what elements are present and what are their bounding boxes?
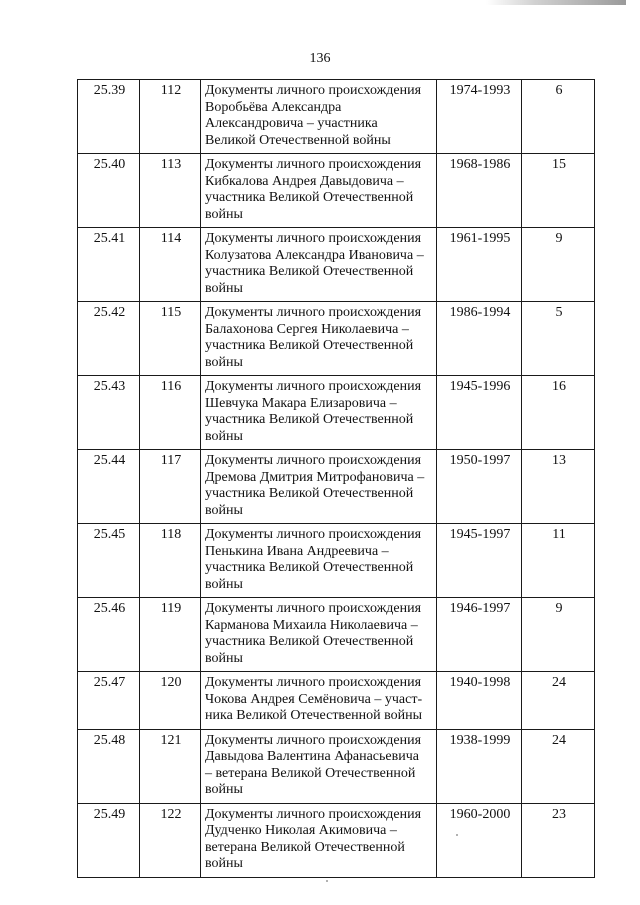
fund-title-line: Воробьёва Александра [205,99,342,115]
fund-number-cell: 112 [140,80,201,154]
fund-title-cell [201,80,437,154]
table-row [78,524,595,598]
storage-unit-count-cell: 9 [522,598,595,672]
table-row [78,672,595,730]
fund-title-line: войны [205,280,243,296]
fund-number-cell: 114 [140,228,201,302]
item-number-cell: 25.48 [78,729,140,803]
fund-number-cell: 119 [140,598,201,672]
fund-title-line: войны [205,428,243,444]
fund-title-line: участника Великой Отечественной [205,560,414,575]
fund-title-line: Шевчука Макара Елизаровича – [205,395,397,411]
fund-title-line: войны [205,354,243,370]
item-number-cell: 25.39 [78,80,140,154]
page-number: 136 [309,51,331,66]
fund-title-line: Документы личного происхождения [205,601,422,616]
storage-unit-count-cell: 24 [522,672,595,730]
fund-title-line: Чокова Андрея Семёновича – участ- [205,691,423,707]
fund-title-line: Колузатова Александра Ивановича – [205,247,424,263]
fund-title-cell [201,729,437,803]
fund-number-cell: 118 [140,524,201,598]
table-row [78,729,595,803]
date-range-cell: 1946-1997 [437,598,522,672]
table-row [78,450,595,524]
fund-title-line: Великой Отечественной войны [205,132,391,148]
fund-number-cell: 121 [140,729,201,803]
fund-title-line: Документы личного происхождения [205,231,422,246]
table-row [78,376,595,450]
date-range-cell: 1938-1999 [437,729,522,803]
fund-title-cell [201,376,437,450]
table-row [78,598,595,672]
date-range-cell: 1968-1986 [437,154,522,228]
date-range-cell: 1974-1993 [437,80,522,154]
fund-title-cell [201,154,437,228]
table-row [78,302,595,376]
fund-number-cell: 117 [140,450,201,524]
table-body [78,80,595,878]
fund-number-cell: 116 [140,376,201,450]
fund-title-line: войны [205,206,243,222]
fund-title-line: участника Великой Отечественной [205,264,414,279]
scan-edge-mark [486,0,626,5]
fund-title-line: Документы личного происхождения [205,453,422,468]
archive-fund-table [77,79,595,878]
fund-title-cell [201,672,437,730]
fund-title-cell [201,524,437,598]
item-number-cell: 25.42 [78,302,140,376]
fund-title-line: Документы личного происхождения [205,157,422,172]
storage-unit-count-cell: 23 [522,803,595,877]
fund-title-line: ника Великой Отечественной войны [205,708,423,723]
fund-title-line: войны [205,856,243,871]
date-range-cell: 1961-1995 [437,228,522,302]
fund-title-line: Документы личного происхождения [205,379,422,394]
fund-title-line: Документы личного происхождения [205,527,422,542]
fund-number-cell: 115 [140,302,201,376]
date-range-cell: 1950-1997 [437,450,522,524]
fund-title-line: Документы личного происхождения [205,732,422,748]
date-range-cell: 1945-1997 [437,524,522,598]
fund-number-cell: 113 [140,154,201,228]
scan-speck [326,880,328,882]
item-number-cell: 25.41 [78,228,140,302]
fund-title-line: участника Великой Отечественной [205,412,414,427]
item-number-cell: 25.47 [78,672,140,730]
fund-title-line: – ветерана Великой Отечественной [205,765,416,781]
date-range-cell: 1986-1994 [437,302,522,376]
fund-title-line: ветерана Великой Отечественной [205,839,405,855]
fund-title-line: войны [205,502,243,518]
table-row [78,154,595,228]
fund-title-line: Дудченко Николая Акимовича – [205,823,397,838]
fund-title-line: участника Великой Отечественной [205,486,414,501]
item-number-cell: 25.45 [78,524,140,598]
fund-title-cell [201,450,437,524]
item-number-cell: 25.46 [78,598,140,672]
fund-title-line: войны [205,576,243,592]
fund-title-cell [201,803,437,877]
date-range-cell: 1960-2000 [437,803,522,877]
fund-title-line: Кибкалова Андрея Давыдовича – [205,173,404,189]
item-number-cell: 25.44 [78,450,140,524]
fund-number-cell: 120 [140,672,201,730]
storage-unit-count-cell: 9 [522,228,595,302]
storage-unit-count-cell: 24 [522,729,595,803]
table-row [78,803,595,877]
item-number-cell: 25.43 [78,376,140,450]
fund-title-cell [201,302,437,376]
storage-unit-count-cell: 11 [522,524,595,598]
scan-speck [456,834,458,836]
fund-title-line: участника Великой Отечественной [205,634,414,649]
fund-title-line: Давыдова Валентина Афанасьевича [205,749,419,764]
date-range-cell: 1940-1998 [437,672,522,730]
fund-title-line: участника Великой Отечественной [205,190,414,205]
item-number-cell: 25.49 [78,803,140,877]
fund-title-line: войны [205,650,243,666]
fund-title-line: Документы личного происхождения [205,83,422,98]
fund-title-line: Документы личного происхождения [205,675,422,690]
fund-number-cell: 122 [140,803,201,877]
item-number-cell: 25.40 [78,154,140,228]
table-row [78,228,595,302]
date-range-cell: 1945-1996 [437,376,522,450]
storage-unit-count-cell: 16 [522,376,595,450]
fund-title-line: Дремова Дмитрия Митрофановича – [205,469,425,485]
fund-title-line: войны [205,782,243,797]
fund-title-line: Документы личного происхождения [205,806,422,822]
table-row [78,80,595,154]
storage-unit-count-cell: 13 [522,450,595,524]
fund-title-cell [201,598,437,672]
fund-title-line: Пенькина Ивана Андреевича – [205,543,389,559]
fund-title-line: Документы личного происхождения [205,305,422,320]
fund-title-cell [201,228,437,302]
storage-unit-count-cell: 5 [522,302,595,376]
storage-unit-count-cell: 15 [522,154,595,228]
fund-title-line: Александровича – участника [205,116,378,131]
storage-unit-count-cell: 6 [522,80,595,154]
fund-title-line: участника Великой Отечественной [205,338,414,353]
fund-title-line: Балахонова Сергея Николаевича – [205,321,409,337]
fund-title-line: Карманова Михаила Николаевича – [205,617,418,633]
